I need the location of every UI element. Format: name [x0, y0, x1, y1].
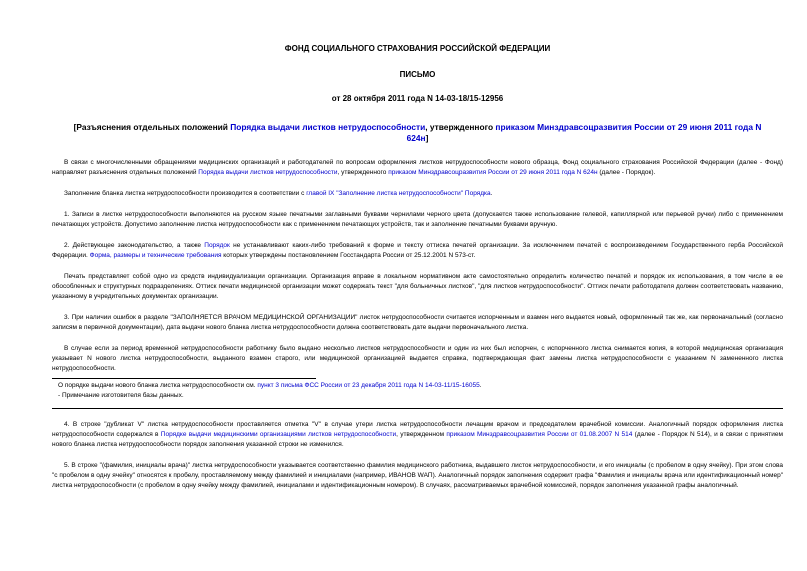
section-divider — [52, 408, 783, 409]
text: которых утверждены постановлением Госстандарта России от 25.12.2001 N 573-ст. — [221, 252, 476, 259]
doc-heading — [52, 122, 783, 144]
link-chapter-ix[interactable]: главой IX "Заполнение листка нетрудоспособности" Порядка — [306, 190, 491, 197]
paragraph-item-1: 1. Записи в листке нетрудоспособности выполняются на русском языке печатными заглавными буквами чернилами черного цвета (допускается также использование гелевой, капиллярной или перьевой ручки) либо с применением печатающих устройств. Допустимо заполнение листка нетрудоспособности как с применением печатающих устройств, так и заполнение печатными буквами вручную. — [52, 211, 783, 228]
footnote — [52, 381, 783, 391]
text: 4. В строке "дубликат V" листка нетрудоспособности проставляется отметка "V" в случае утери листка нетрудоспособности лечащим врачом и председателем врачебной комиссии. Аналогичный порядок оформления листка нетрудоспособности содержался в — [52, 421, 783, 438]
text: , утвержденном — [396, 431, 447, 438]
text: (далее - Порядок). — [597, 169, 656, 176]
text: О порядке выдачи нового бланка листка нетрудоспособности см. — [58, 382, 258, 389]
heading-text: , утвержденного — [425, 122, 496, 132]
link-fss-letter[interactable]: пункт 3 письма ФСС России от 23 декабря 2011 года N 14-03-11/15-16055 — [257, 382, 480, 389]
doc-type: ПИСЬМО — [399, 70, 436, 79]
text: . — [479, 382, 482, 389]
heading-text: ] — [425, 133, 429, 143]
text: (далее - Порядок N 514), и в связи с принятием нового бланка листка нетрудоспособности порядок заполнения указанной строки не изменился. — [52, 431, 783, 448]
link-ministry-order-514[interactable]: приказом Минздравсоцразвития России от 01.08.2007 N 514 — [446, 431, 633, 438]
paragraph-filling — [52, 189, 783, 199]
link-ministry-order[interactable]: приказом Минздравсоцразвития России от 29 июня 2011 года N 624н — [406, 122, 762, 143]
text: , утвержденного — [337, 169, 389, 176]
paragraph-item-4 — [52, 420, 783, 450]
paragraph-damaged-sheet: В случае если за период временной нетрудоспособности работнику было выдано несколько листков нетрудоспособности и один из них был испорчен, с испорченного листка снимается копия, в которой медицинская организация указывает N нового листка нетрудоспособности, выданного взамен старого, или медицинской организацией выдается справка, подтверждающая факт замены листка нетрудоспособности с указанием N замененного листка нетрудоспособности. — [52, 345, 783, 372]
org-title: ФОНД СОЦИАЛЬНОГО СТРАХОВАНИЯ РОССИЙСКОЙ ФЕДЕРАЦИИ — [284, 44, 551, 53]
text: . — [490, 190, 493, 197]
heading-text: [Разъяснения отдельных положений — [73, 122, 231, 132]
text: 2. Действующее законодательство, а также — [64, 242, 205, 249]
text: Заполнение бланка листка нетрудоспособности производится в соответствии с — [64, 190, 307, 197]
paragraph-item-2 — [52, 241, 783, 261]
footnote-divider — [52, 378, 316, 379]
footnote-note: - Примечание изготовителя базы данных. — [58, 392, 184, 399]
text: В связи с многочисленными обращениями медицинских организаций и работодателей по вопросам оформления листков нетрудоспособности нового образца, Фонд социального страхования Российской Федерации (далее - Фонд) направляет разъяснения отдельных положений — [52, 159, 783, 176]
paragraph-item-3: 3. При наличии ошибок в разделе "ЗАПОЛНЯЕТСЯ ВРАЧОМ МЕДИЦИНСКОЙ ОРГАНИЗАЦИИ" листок нетрудоспособности считается испорченным и взамен него выдается новый, оформленный так же, как первоначальный (согласно записям в первичной документации), дата выдачи нового бланка листка нетрудоспособности должна соответствовать дате выдачи первоначального листка. — [52, 314, 783, 331]
link-order-514[interactable]: Порядке выдачи медицинскими организациями листков нетрудоспособности — [160, 431, 397, 438]
document-page — [52, 44, 783, 491]
link-order[interactable]: Порядок — [204, 242, 230, 249]
text: не устанавливают каких-либо требований к форме и тексту оттиска печатей организации. За исключением печатей с воспроизведением Государственного герба Российской Федерации. — [52, 242, 783, 259]
link-ministry-order[interactable]: приказом Минздравсоцразвития России от 29 июня 2011 года N 624н — [388, 169, 598, 176]
paragraph-intro — [52, 158, 783, 178]
link-order-issuance[interactable]: Порядка выдачи листков нетрудоспособности — [198, 169, 338, 176]
paragraph-item-5: 5. В строке "(фамилия, инициалы врача)" листка нетрудоспособности указывается соответственно фамилия медицинского работника, выдавшего листок нетрудоспособности, и его инициалы (с пробелом в одну ячейку). При этом слова "с пробелом в одну ячейку" относятся к пробелу, проставляемому между фамилией и инициалами (например, ИВАНОВ WAП). Аналогичный порядок заполнения содержит графа "Фамилия и инициалы врача или идентификационный номер" листка нетрудоспособности (с пробелом в одну ячейку между фамилией, инициалами и идентификационным номером). В случаях, рассматриваемых врачебной комиссией, порядок заполнения указанной графы аналогичный. — [52, 462, 783, 489]
link-order-issuance[interactable]: Порядка выдачи листков нетрудоспособности — [230, 122, 426, 132]
doc-date-number: от 28 октября 2011 года N 14-03-18/15-12956 — [331, 94, 504, 103]
link-form-requirements[interactable]: Форма, размеры и технические требования — [89, 252, 222, 259]
paragraph-seal: Печать представляет собой одно из средств индивидуализации организации. Организация вправе в локальном нормативном акте самостоятельно определить количество печатей и порядок их использования, в том числе в ее обособленных и структурных подразделениях. Оттиск печати медицинской организации может содержать текст "для больничных листков", "для листков нетрудоспособности". Оттиск печати работодателя должен соответствовать названию, указанному в учредительных документах организации. — [52, 273, 783, 300]
